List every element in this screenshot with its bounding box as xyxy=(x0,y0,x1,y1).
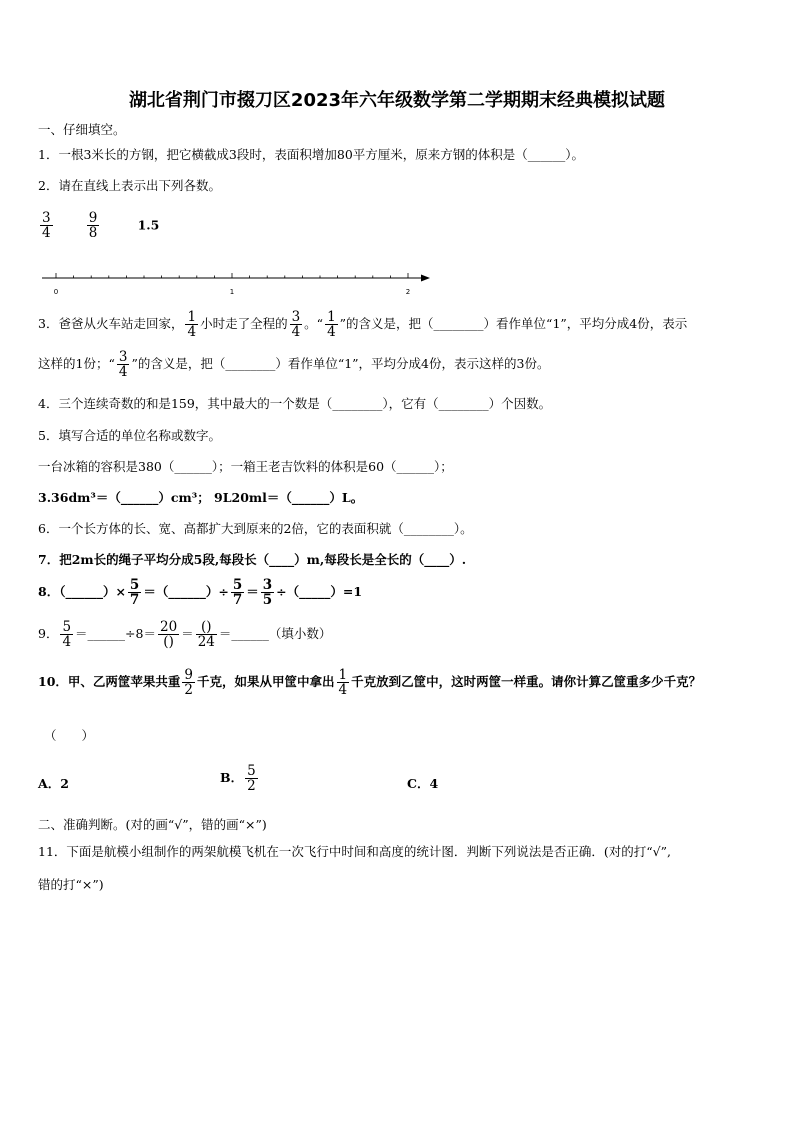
fraction xyxy=(60,620,73,649)
option-c: C．4 xyxy=(407,776,439,791)
tick-label-1: 1 xyxy=(229,288,235,296)
numerator: 5 xyxy=(62,619,72,635)
page-title: 湖北省荆门市掇刀区2023年六年级数学第二学期期末经典模拟试题 xyxy=(128,90,666,111)
denominator: 4 xyxy=(327,324,336,340)
numerator: 3 xyxy=(42,210,51,226)
question-7: 7．把2m长的绳子平均分成5段,每段长（____）m,每段长是全长的（____）. xyxy=(38,552,467,567)
text-segment: 3．爸爸从火车站走回家， xyxy=(38,316,184,331)
fraction xyxy=(290,310,303,339)
numerator: 1 xyxy=(327,309,336,325)
fraction xyxy=(245,764,258,793)
fraction xyxy=(325,310,338,339)
arrow-icon xyxy=(421,275,430,282)
question-2: 2．请在直线上表示出下列各数。 xyxy=(38,178,221,193)
text-segment: 千克，如果从甲筐中拿出 xyxy=(197,674,335,689)
fraction xyxy=(337,668,350,697)
question-10 xyxy=(38,668,701,697)
text-segment: 这样的1份；“ xyxy=(38,356,115,371)
denominator: 2 xyxy=(184,682,193,698)
text-segment: ”的含义是，把（________）看作单位“1”，平均分成4份，表示 xyxy=(339,316,688,331)
fraction xyxy=(128,578,141,607)
fraction xyxy=(231,578,244,607)
question-5-line-2: 3.36dm³＝（______）cm³； 9L20ml＝（______）L。 xyxy=(38,490,364,505)
denominator: 8 xyxy=(88,225,98,241)
text-segment: 。“ xyxy=(304,316,324,331)
question-9 xyxy=(38,620,331,649)
text-segment: ＝______（填小数） xyxy=(218,626,332,641)
question-11-continued: 错的打“×”) xyxy=(38,877,104,892)
fraction xyxy=(185,310,198,339)
text-segment: ＝______÷8＝ xyxy=(75,626,156,641)
denominator: 5 xyxy=(262,592,273,608)
question-1: 1．一根3米长的方钢，把它横截成3段时，表面积增加80平方厘米，原来方钢的体积是（______）。 xyxy=(38,147,585,162)
numerator: 9 xyxy=(184,667,193,683)
option-b-label: B． xyxy=(220,770,244,785)
option-a: A．2 xyxy=(38,776,69,791)
text-segment: 千克放到乙筐中，这时两筐一样重。请你计算乙筐重多少千克？ xyxy=(351,674,702,689)
question-3 xyxy=(38,310,687,339)
question-4: 4．三个连续奇数的和是159，其中最大的一个数是（________），它有（________）个因数。 xyxy=(38,396,552,411)
text-segment: ”的含义是，把（________）看作单位“1”，平均分成4份，表示这样的3份。 xyxy=(131,356,550,371)
text-segment: ＝ xyxy=(246,584,259,599)
fraction xyxy=(182,668,195,697)
numerator: 1 xyxy=(338,667,348,683)
tick-label-2: 2 xyxy=(405,288,411,296)
numerator: 5 xyxy=(247,763,256,779)
decimal-value: 1.5 xyxy=(137,217,160,233)
text-segment: ＝（______）÷ xyxy=(143,584,229,599)
q2-number-list xyxy=(38,211,159,240)
denominator: 7 xyxy=(129,592,140,608)
denominator: 4 xyxy=(42,225,51,241)
numerator: 5 xyxy=(129,577,140,593)
answer-parentheses: （ ） xyxy=(44,728,95,743)
denominator: 4 xyxy=(118,364,128,380)
question-3-continued xyxy=(38,350,549,379)
denominator: 7 xyxy=(232,592,243,608)
numerator: 3 xyxy=(118,349,128,365)
text-segment: 8．（______）× xyxy=(38,584,126,599)
question-8 xyxy=(38,578,362,607)
denominator: 24 xyxy=(197,634,215,650)
fraction xyxy=(40,211,53,240)
denominator: 4 xyxy=(338,682,348,698)
text-segment: 小时走了全程的 xyxy=(200,316,288,331)
text-segment: 10．甲、乙两筐苹果共重 xyxy=(38,674,181,689)
fraction xyxy=(117,350,130,379)
option-b xyxy=(220,764,260,793)
tick-label-0: 0 xyxy=(53,288,59,296)
fraction xyxy=(158,620,179,649)
numerator: 5 xyxy=(232,577,243,593)
section-heading-2: 二、准确判断。(对的画“√”，错的画“×”) xyxy=(38,817,267,832)
question-6: 6．一个长方体的长、宽、高都扩大到原来的2倍，它的表面积就（________）。 xyxy=(38,521,473,536)
denominator: 2 xyxy=(247,778,256,794)
text-segment: ＝ xyxy=(181,626,194,641)
numerator: 20 xyxy=(159,619,178,635)
numerator: 3 xyxy=(291,309,301,325)
denominator: 4 xyxy=(291,324,301,340)
text-segment: 9． xyxy=(38,626,59,641)
denominator: 4 xyxy=(62,634,72,650)
fraction xyxy=(196,620,217,649)
numerator: 1 xyxy=(187,309,197,325)
numerator: 9 xyxy=(88,210,98,226)
tick-marks xyxy=(56,273,408,278)
numerator: 3 xyxy=(262,577,273,593)
section-heading-1: 一、仔细填空。 xyxy=(38,122,126,137)
fraction xyxy=(261,578,274,607)
number-line xyxy=(38,268,438,300)
numerator: () xyxy=(196,620,217,635)
denominator: 4 xyxy=(187,324,197,340)
text-segment: ÷（_____）=1 xyxy=(276,584,363,599)
question-5-line-1: 一台冰箱的容积是380（______）；一箱王老吉饮料的体积是60（______）； xyxy=(38,459,453,474)
denominator: () xyxy=(163,634,174,650)
question-11: 11．下面是航模小组制作的两架航模飞机在一次飞行中时间和高度的统计图．判断下列说法是否正确．(对的打“√”, xyxy=(38,844,672,859)
question-5: 5．填写合适的单位名称或数字。 xyxy=(38,428,221,443)
fraction xyxy=(87,211,100,240)
